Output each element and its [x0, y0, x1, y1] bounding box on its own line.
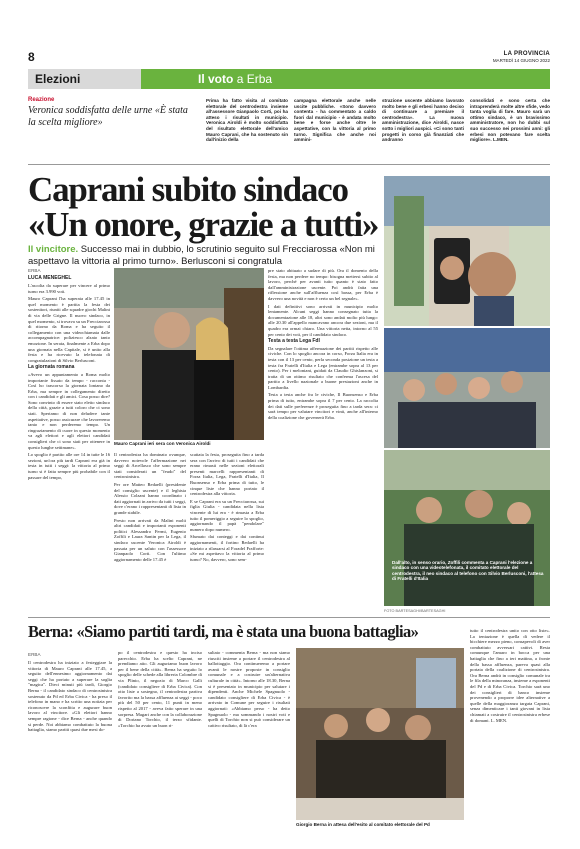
main-col-2 — [114, 452, 186, 564]
top-col-2: campagna elettorale anche nelle uscite pubbliche. «Sono davvero contenta - ha commentato a caldo fuori dal municipio - è andata molto bene e forse anche oltre le aspettative, con la vittoria al primo turno. Significa che anche noi ammini- — [294, 98, 376, 143]
byline: LUCA MENEGHEL — [28, 275, 72, 281]
center-photo-caption: Mauro Caprani ieri sera con Veronica Airoldi — [114, 441, 211, 446]
section-right-rest: a Erba — [236, 72, 273, 86]
main-col-3-p1: scattata la festa, proseguita fino a tarda sera con l'arrivo di tutti i candidati che erano rimasti nelle sezioni elettorali presenti marcelli rappresentanti di Forza Italia, Lega, Fratelli d'Italia, Il Buonsenso e Erba prima di tutto, le cinque liste che hanno portato il centrodestra alla vittoria. — [190, 452, 264, 497]
main-col-4-p4: Testa a testa anche fra le civiche, Il Buonsenso e Erba prima di tutto, entrambe sopra il 7 per cento. La raccolta dei dati sulle preferenze è proseguita fino a tarda sera: ci sarà tempo per valutare vincitori e vinti, anche all'interno della coalizione che governerà Erba. — [268, 392, 378, 420]
date-line: MARTEDÌ 14 GIUGNO 2022 — [492, 58, 550, 63]
place-label: ERBA — [28, 268, 41, 273]
second-col-2: po il centrodestra e questo ha inciso parecchio. Erba ha scelto Caprani, ne prendiamo atto. Gli auguriamo buon lavoro per il bene della città». Berna ha seguito lo spoglio delle schede alla libreria Colombre di via Plinio, il negozio di Marco Galli (candidato consigliere di Erba Civica). Con otto liste a sostegno, il centrodestra partiva favorito ma la bassa affluenza ai seggi - poco più del 50 per cento, 11 punti in meno rispetto al 2017 - aveva fatto sperare in una sorpresa. Magari anche con la collaborazione di Doriano Torchio, il terzo sfidante. «Torchio ha avuto un buon ri- — [118, 650, 202, 728]
main-col-3-p3: Sfumato dai conteggi e dai continui aggiornamenti, il fortino Redaelli ha iniziato a rilassarsi al Foradel Frafforte: «Se mi aspettavo la vittoria al primo turno? No, davvero, sono sem- — [190, 534, 264, 562]
top-title: Veronica soddisfatta delle urne «È stata la scelta migliore» — [28, 105, 188, 128]
divider-top — [28, 164, 550, 165]
subhead-lead: Il vincitore. — [28, 244, 79, 255]
main-col-2-p1: Il centrodestra ha dominato ovunque, davvero notevole l'affermazione nei seggi di Arcellasco che sono sempre stati considerati un "feudo" del centrosinistra. — [114, 452, 186, 480]
main-col-4-subhead: Testa a testa Lega FdI — [268, 338, 320, 345]
subhead-rest: Successo mai in dubbio, lo scrutinio seguito sul Frecciarossa «Non mi aspettavo la vittoria al primo turno». Berlusconi si congratula — [28, 244, 375, 267]
main-col-1-p1: L'ascolta da superare per vincere al primo turno era 3.990 voti. — [28, 283, 110, 294]
second-headline: Berna: «Siamo partiti tardi, ma è stata una buona battaglia» — [28, 622, 419, 641]
section-right-label — [198, 72, 272, 86]
page-number: 8 — [28, 50, 35, 64]
divider-mid — [28, 617, 550, 618]
section-bar — [28, 69, 550, 89]
right-photo-caption: Dall'alto, in senso orario, Zoffili commenta a Caprani l'elezione a sindaco con una videotelefonata, il comitato elettorale del centrodestra, il neo sindaco al telefono con Silvio Berlusconi, l'attesa di Fratelli d'Italia — [392, 560, 544, 582]
second-photo-caption: Giorgio Berna in attesa dell'esito al comitato elettorale del Pd — [296, 822, 430, 827]
main-col-4-p3: Da segnalare l'ottima affermazione dei partiti rispetto alle civiche. Con lo spoglio ancora in corso, Forza Italia era in testa con il 13 per cento, perla seconda posizione un testa a testa fra Fratelli d'Italia e Lega (entrambe sopra al 13 per cento). Per i meloniani, guidati da Claudio Ghislanzoni, si tratta di un ottimo risultato che conferma l'ascesa del partito a livello nazionale a buone prestazioni anche in Lombardia. — [268, 345, 378, 390]
top-col-4: consolidati e sono certa che intraprenderà molte altre sfide, vedo tanta voglia di fare. Mauro sarà un ottimo sindaco, è un bravissimo amministratore, non ho dubbi sul suo successo nei prossimi anni: gli erbesi non potevano fare scelta migliore». L.MEN. — [470, 98, 550, 143]
right-photo-collage — [384, 176, 550, 606]
main-col-2-p2: Per ore Matteo Redaelli (presidente del consiglio uscente) e il leghista Alessio Colzani hanno coordinato i dati aggiornati in arrivo da tutti i seggi, dove c'erano i rappresentanti di lista in grande stabile. — [114, 481, 186, 515]
main-col-4-p1: pre stato abituato a sudare di più. Ora il domento della festa, ma non perdere no tempo: bisogna mettersi subito al lavoro, perché per avanti tutto quanto è stato fatto dall'amministrazione uscente. Poi andrà fatta una riflessione anche sull'affluenza così bassa, per Erba è davvero una novità e non è certo un bel segnale». — [268, 268, 378, 301]
section-left-label: Elezioni — [35, 72, 81, 86]
center-photo-svg — [114, 268, 264, 440]
collage-svg — [384, 176, 550, 606]
main-headline-line-2: «Un onore, grazie a tutti» — [28, 205, 379, 244]
masthead: LA PROVINCIA — [503, 51, 550, 57]
main-col-4 — [268, 268, 378, 422]
center-photo — [114, 268, 264, 440]
main-col-4-p2: I dati definitivi sono arrivati in municipio molto lentamente. Alcuni seggi hanno consegnato tutta la documentazione alle 18, altri sono andati molto più lungo: alle 20.30 all'appello mancavano ancora due sezioni, ma il quadro era ormai chiaro. Una vittoria netta, intorno al 55 per cento dei voti, per il candidato sindaco. — [268, 303, 378, 337]
second-col-4: tutto il centrodestra unito con otto liste». La tentazione è quella di vedere il bicchiere mezzo pieno, consapevoli di aver combattuto avversari cattivi. Resta comunque l'amaro in bocca per una battaglia che fino a ieri mattina, a fronte della bassa affluenza, pareva quasi alla portata della coalizione di centrosinistra. Ora Berna andrà in consiglio comunale tra le fila della minoranza, insieme a esponenti del Pd e di Erba Civica. Torchio sarà uno dei consiglieri di banco insieme provenendo a proporre idee alternative a quelle della maggioranza targata Caprani, senza dimenticare i tanti giovani in lista chiamati a costruire il centrosinistra erbese di domani. L. MEN. — [470, 628, 550, 723]
main-col-3-p2: E se Caprani era su un Frecciarossa, sui figlia Giulia - candidata nella lista vincente di lui era - è rimasta a Erba tutto il pomeriggio a seguire lo spoglio, aggiornando il papà "pendolare" numero dopo numero. — [190, 498, 264, 532]
main-col-3 — [190, 452, 264, 564]
second-photo — [296, 648, 464, 820]
top-kicker: Reazione — [28, 97, 55, 103]
main-col-1-p4: Lo spoglio è partito alle ore 14 in tutte le 16 sezioni, un'ora più tardi Caprani era già in testa in tutti i seggi: la vittoria al primo turno si è fatta sempre più probabile con il passare del tempo, — [28, 452, 110, 480]
section-right-bold: Il voto — [198, 72, 234, 86]
photo-credit: FOTO BARTESAGHI/BARTESAGHI — [384, 609, 446, 613]
second-photo-svg — [296, 648, 464, 820]
main-col-1-p2: Mauro Caprani l'ha superata alle 17.45 in quel momento è partita la festa dei sostenitori, riuniti alle squadre giochi Malini di via delle Grigne. Il nuovo sindaco, in quel momento, si trovava su un Frecciarossa di ritorno da Roma e ha seguito il collegamento con una videochiamata dalle accompagnatrice: poliziesco alzato tanto emozione. In serata, finalmente a Erba dopo una giornata nella Capitale, si è unito alla festa e ha ricevuto la telefonata di congratulazioni di Silvio Berlusconi. — [28, 296, 110, 363]
main-col-2-p3: Presto non arrivati da Malini molti altri candidati e importanti esponenti politici Alessandro Fermi, Eugenio Zoffili e Laura Santin per la Lega, il sindaco uscente Veronica Airoldi è passata per un saluto con l'assessore Gianpaolo Corti. Con l'ultimo aggiornamento delle 17.45 è — [114, 517, 186, 562]
second-col-1: Il centrodestra ha iniziato a festeggiare la vittoria di Mauro Caprani alle 17.45, a seguito dell'ennesimo aggiornamento dai seggi che ha portato a superare la soglia "magica". Dieci minuti più tardi, Giorgio Berna - il candidato sindaco di centrosinistra sostenuto da Pd ed Erba Civica - ha preso il telefono in mano e ha scritto una notizia per riconoscere la sconfitta e augurare buon lavoro al vincitore. «Gli elettori hanno sempre ragione - dice Berna - anche quando si perde. Noi abbiamo combattuto la buona battaglia, siamo partiti quasi due mesi do- — [28, 660, 112, 733]
main-col-1-p3: «Avevo un appuntamento a Roma molto importante fissato da tempo - racconta - Così ho trascorso la giornata lontano da Erba, ma sempre in collegamento diretto con i candidati e gli amici. Cosa posso dire? Sono convinto di essere stato eletto sindaco della città, grazie a tutti coloro che ci sono stati. Speriamo di non deludere tante aspettative, posso assicurare che lavoreremo tanto e non perderemo tempo. Un ringraziamento di cuore in questo momento va agli elettori e agli elettori candidati consiglieri che ci sono stati per ottenere in questo lunghe settimane». — [28, 371, 110, 450]
second-col-3: sultato - commenta Berna - ma non siamo riusciti insieme a portare il centrodestra al ballottaggio. Ora continueremo a portare avanti le nostre proposte in consiglio comunale e a costruire un'alternativa culturale in città». Intorno alle 18.30, Berna si è presentato in municipio per salutare i dipendenti. Anche Michele Spagnuolo - candidato consigliere di Erba Civica - è arrivato in Comune per seguire i risultati aggiornati: «Abbiamo perso - ha detto Spagnuolo - ma sommando i nostri voti e quelli di Torchio non si può considerare un cattivo risultato, di là c'era — [208, 650, 290, 728]
main-headline-line-1: Caprani subito sindaco — [28, 170, 348, 209]
top-col-3: strazione uscente abbiamo lavorato molto bene e gli erbesi hanno deciso di continuare a premiare il centrodestra». La nuova amministrazione, dice Airoldi, nasce sotto i migliori auspici. «Ci sono tanti progetti in corso già finanziati che andranno — [382, 98, 464, 143]
main-col-1 — [28, 283, 110, 482]
top-col-1: Prima ha fatto visita al comitato elettorale del centrodestra insieme all'assessore Gianpaolo Corti, poi ha atteso i risultati in municipio. Veronica Airoldi è molto soddisfatta del risultato elettorale dell'amico Mauro Caprani, che ha sostenuto sin dall'inizio della — [206, 98, 288, 143]
second-place: ERBA — [28, 652, 41, 657]
main-col-1-subhead: La giornata romana — [28, 364, 75, 371]
main-subhead — [28, 244, 383, 268]
